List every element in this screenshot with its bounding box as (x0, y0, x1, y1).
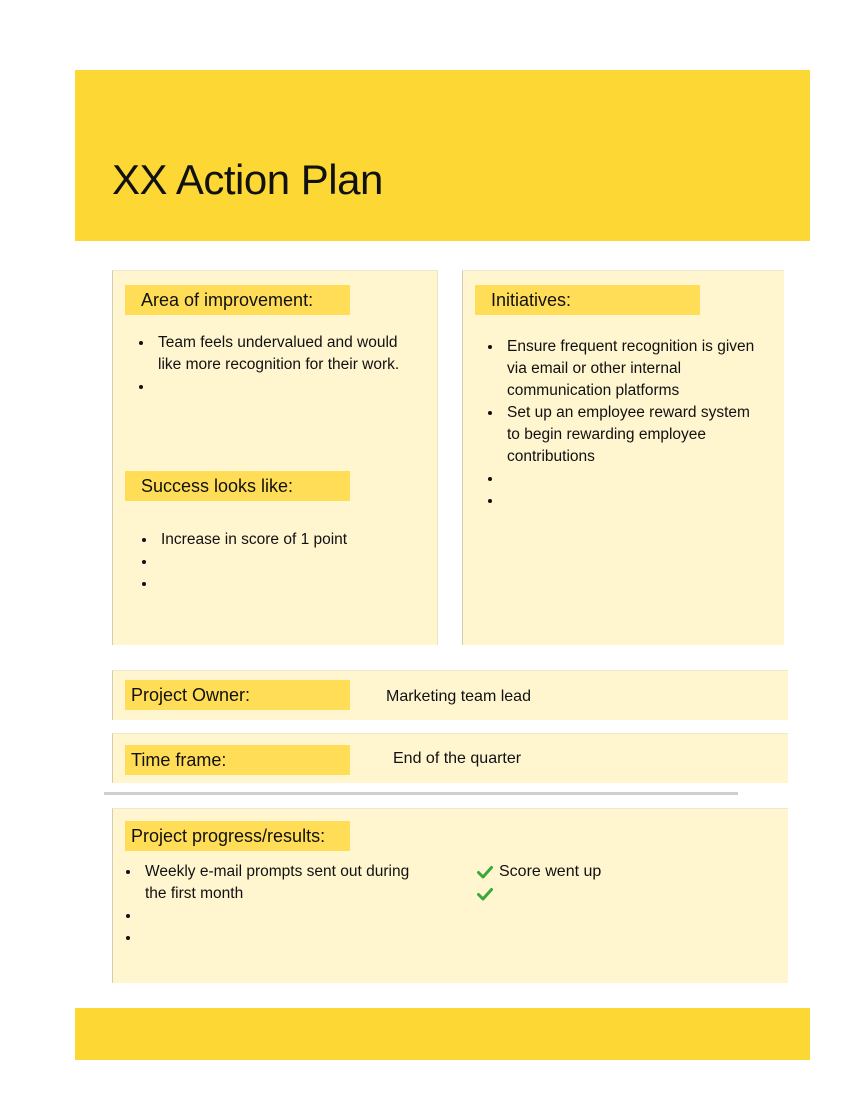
progress-panel (112, 808, 788, 983)
list-item (139, 573, 409, 595)
time-frame-label: Time frame: (125, 745, 350, 775)
list-item (123, 905, 413, 927)
result-item (475, 861, 765, 883)
time-frame-row (112, 733, 788, 783)
document-title: XX Action Plan (112, 156, 383, 203)
list-item (139, 551, 409, 573)
footer-band (75, 1008, 810, 1060)
initiatives-label: Initiatives: (475, 285, 700, 315)
project-progress-label: Project progress/results: (125, 821, 350, 851)
header-band (75, 70, 810, 241)
list-item (485, 490, 755, 512)
list-item: Ensure frequent recognition is given via email or other internal communication platforms (485, 336, 755, 402)
list-item (123, 927, 413, 949)
checkmark-icon (477, 864, 493, 880)
list-item (485, 468, 755, 490)
list-item: Team feels undervalued and would like more recognition for their work. (136, 332, 406, 376)
result-item (475, 883, 765, 905)
area-of-improvement-label: Area of improvement: (125, 285, 350, 315)
results-list (475, 861, 765, 905)
progress-list (123, 861, 413, 949)
initiatives-list (485, 336, 755, 512)
time-frame-value: End of the quarter (393, 750, 522, 767)
list-item: Set up an employee reward system to begin rewarding employee contributions (485, 402, 755, 468)
result-text: Score went up (499, 863, 602, 880)
project-owner-row (112, 670, 788, 720)
list-item: Weekly e-mail prompts sent out during the first month (123, 861, 413, 905)
improvement-panel (112, 270, 438, 645)
improvement-list (136, 332, 406, 398)
list-item: Increase in score of 1 point (139, 529, 409, 551)
success-list (139, 529, 409, 595)
project-owner-value: Marketing team lead (386, 688, 531, 705)
success-looks-like-label: Success looks like: (125, 471, 350, 501)
checkmark-icon (477, 886, 493, 902)
list-item (136, 376, 406, 398)
section-divider (104, 792, 738, 795)
initiatives-panel (462, 270, 784, 645)
project-owner-label: Project Owner: (125, 680, 350, 710)
